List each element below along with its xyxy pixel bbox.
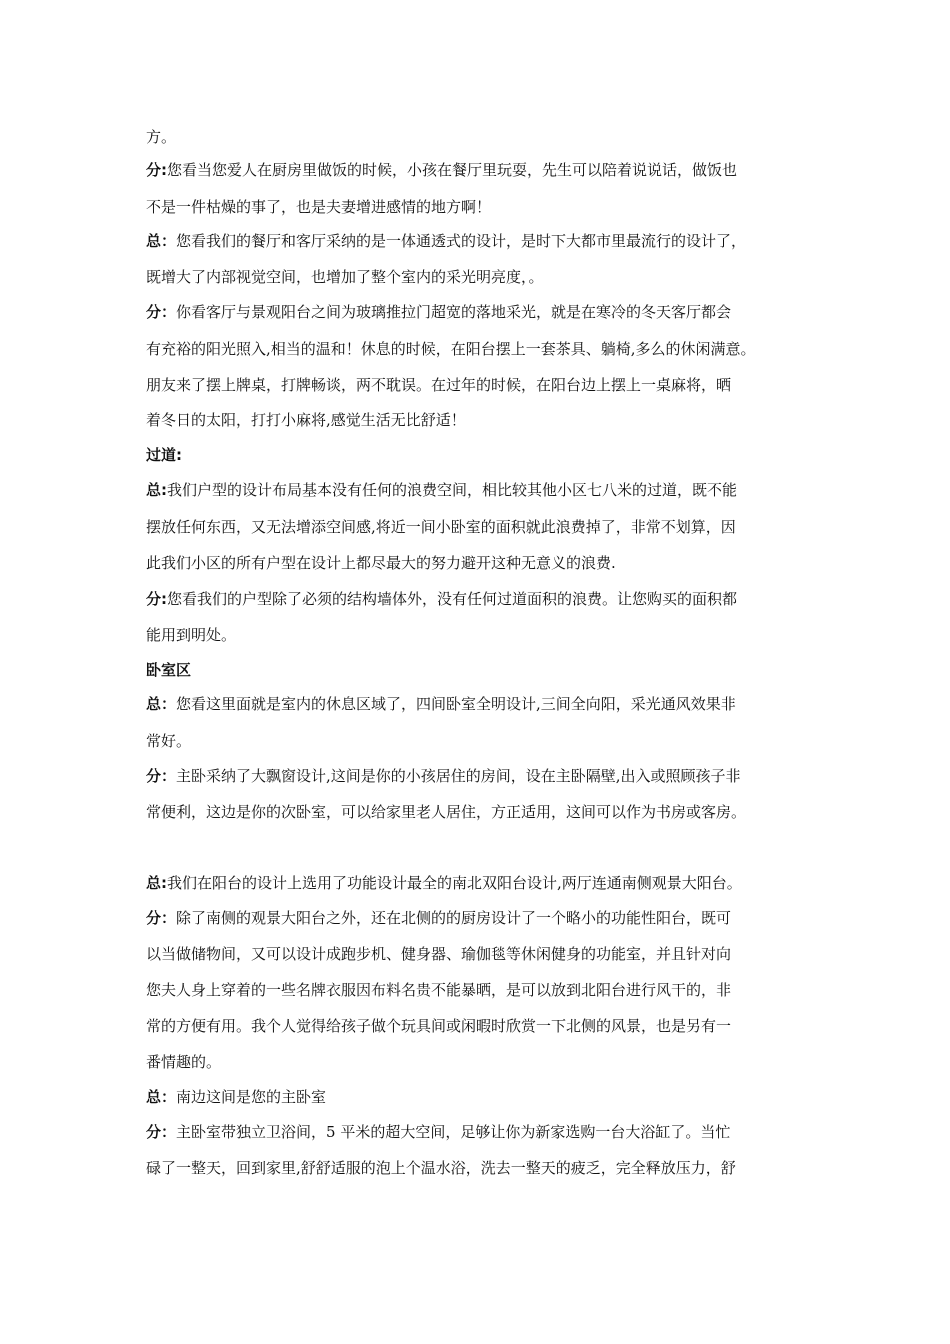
text-line <box>146 944 816 964</box>
text-line <box>146 410 816 430</box>
line-text: 番情趣的。 <box>146 1053 222 1071</box>
line-label: 分: <box>146 161 167 179</box>
text-line <box>146 375 816 395</box>
line-text: 主卧室带独立卫浴间，5 平米的超大空间，足够让你为新家选购一台大浴缸了。当忙 <box>176 1123 731 1141</box>
text-line <box>146 1087 816 1107</box>
line-label: 分： <box>146 303 177 321</box>
text-line <box>146 267 816 287</box>
line-text: 您夫人身上穿着的一些名牌衣服因布料名贵不能暴晒，是可以放到北阳台进行风干的，非 <box>146 981 732 999</box>
line-text: 您看我们的餐厅和客厅采纳的是一体通透式的设计，是时下大都市里最流行的设计了， <box>176 232 747 250</box>
line-text: 您看这里面就是室内的休息区域了，四间卧室全明设计,三间全向阳，采光通风效果非 <box>176 695 736 713</box>
line-label: 总: <box>146 874 167 892</box>
text-line <box>146 480 816 500</box>
line-text: 您看当您爱人在厨房里做饭的时候，小孩在餐厅里玩耍，先生可以陪着说说话，做饭也 <box>167 161 738 179</box>
line-text: 朋友来了摆上牌桌，打牌畅谈，两不耽误。在过年的时候，在阳台边上摆上一桌麻将，晒 <box>146 376 732 394</box>
line-label: 分： <box>146 1123 177 1141</box>
line-label: 总： <box>146 695 177 713</box>
text-line <box>146 1052 816 1072</box>
line-text: 不是一件枯燥的事了，也是夫妻增进感情的地方啊！ <box>146 198 492 216</box>
line-text: 你看客厅与景观阳台之间为玻璃推拉门超宽的落地采光，就是在寒冷的冬天客厅都会 <box>176 303 732 321</box>
heading-text: 过道: <box>146 446 182 464</box>
line-text: 我们在阳台的设计上选用了功能设计最全的南北双阳台设计,两厅连通南侧观景大阳台。 <box>167 874 742 892</box>
heading-text: 卧室区 <box>146 661 192 679</box>
text-line <box>146 873 816 893</box>
section-heading-bedrooms <box>146 660 816 680</box>
line-text: 有充裕的阳光照入,相当的温和！休息的时候，在阳台摆上一套茶具、躺椅,多么的休闲满意。 <box>146 340 756 358</box>
line-text: 能用到明处。 <box>146 626 237 644</box>
line-text: 常便利，这边是你的次卧室，可以给家里老人居住，方正适用，这间可以作为书房或客房。 <box>146 803 747 821</box>
text-line <box>146 1122 816 1142</box>
line-text: 既增大了内部视觉空间，也增加了整个室内的采光明亮度，。 <box>146 268 544 286</box>
text-line <box>146 694 816 714</box>
text-line <box>146 339 816 359</box>
text-line <box>146 908 816 928</box>
line-text: 方。 <box>146 128 177 146</box>
line-label: 分: <box>146 590 167 608</box>
text-line <box>146 197 816 217</box>
line-text: 您看我们的户型除了必须的结构墙体外，没有任何过道面积的浪费。让您购买的面积都 <box>167 590 738 608</box>
text-line <box>146 553 816 573</box>
text-line <box>146 731 816 751</box>
text-line <box>146 160 816 180</box>
line-text: 以当做储物间，又可以设计成跑步机、健身器、瑜伽毯等休闲健身的功能室，并且针对向 <box>146 945 732 963</box>
text-line <box>146 1158 816 1178</box>
line-text: 碌了一整天，回到家里,舒舒适服的泡上个温水浴，洗去一整天的疲乏，完全释放压力，舒 <box>146 1159 736 1177</box>
line-text: 此我们小区的所有户型在设计上都尽最大的努力避开这种无意义的浪费. <box>146 554 616 572</box>
line-text: 常的方便有用。我个人觉得给孩子做个玩具间或闲暇时欣赏一下北侧的风景，也是另有一 <box>146 1017 732 1035</box>
line-label: 总: <box>146 481 167 499</box>
section-heading-corridor <box>146 445 816 465</box>
line-text: 着冬日的太阳，打打小麻将,感觉生活无比舒适！ <box>146 411 466 429</box>
line-text: 摆放任何东西，又无法增添空间感,将近一间小卧室的面积就此浪费掉了，非常不划算，因 <box>146 518 736 536</box>
line-text: 主卧采纳了大飘窗设计,这间是你的小孩居住的房间，设在主卧隔壁,出入或照顾孩子非 <box>176 767 741 785</box>
line-text: 除了南侧的观景大阳台之外，还在北侧的的厨房设计了一个略小的功能性阳台，既可 <box>176 909 732 927</box>
text-line <box>146 766 816 786</box>
line-text: 南边这间是您的主卧室 <box>176 1088 327 1106</box>
line-label: 分： <box>146 909 177 927</box>
text-line <box>146 127 816 147</box>
line-text: 常好。 <box>146 732 192 750</box>
text-line <box>146 231 816 251</box>
line-label: 分： <box>146 767 177 785</box>
text-line <box>146 302 816 322</box>
line-label: 总： <box>146 232 177 250</box>
text-line <box>146 625 816 645</box>
text-line <box>146 802 816 822</box>
text-line <box>146 980 816 1000</box>
text-line <box>146 589 816 609</box>
line-label: 总： <box>146 1088 177 1106</box>
line-text: 我们户型的设计布局基本没有任何的浪费空间，相比较其他小区七八米的过道，既不能 <box>167 481 738 499</box>
text-line <box>146 517 816 537</box>
text-line <box>146 1016 816 1036</box>
